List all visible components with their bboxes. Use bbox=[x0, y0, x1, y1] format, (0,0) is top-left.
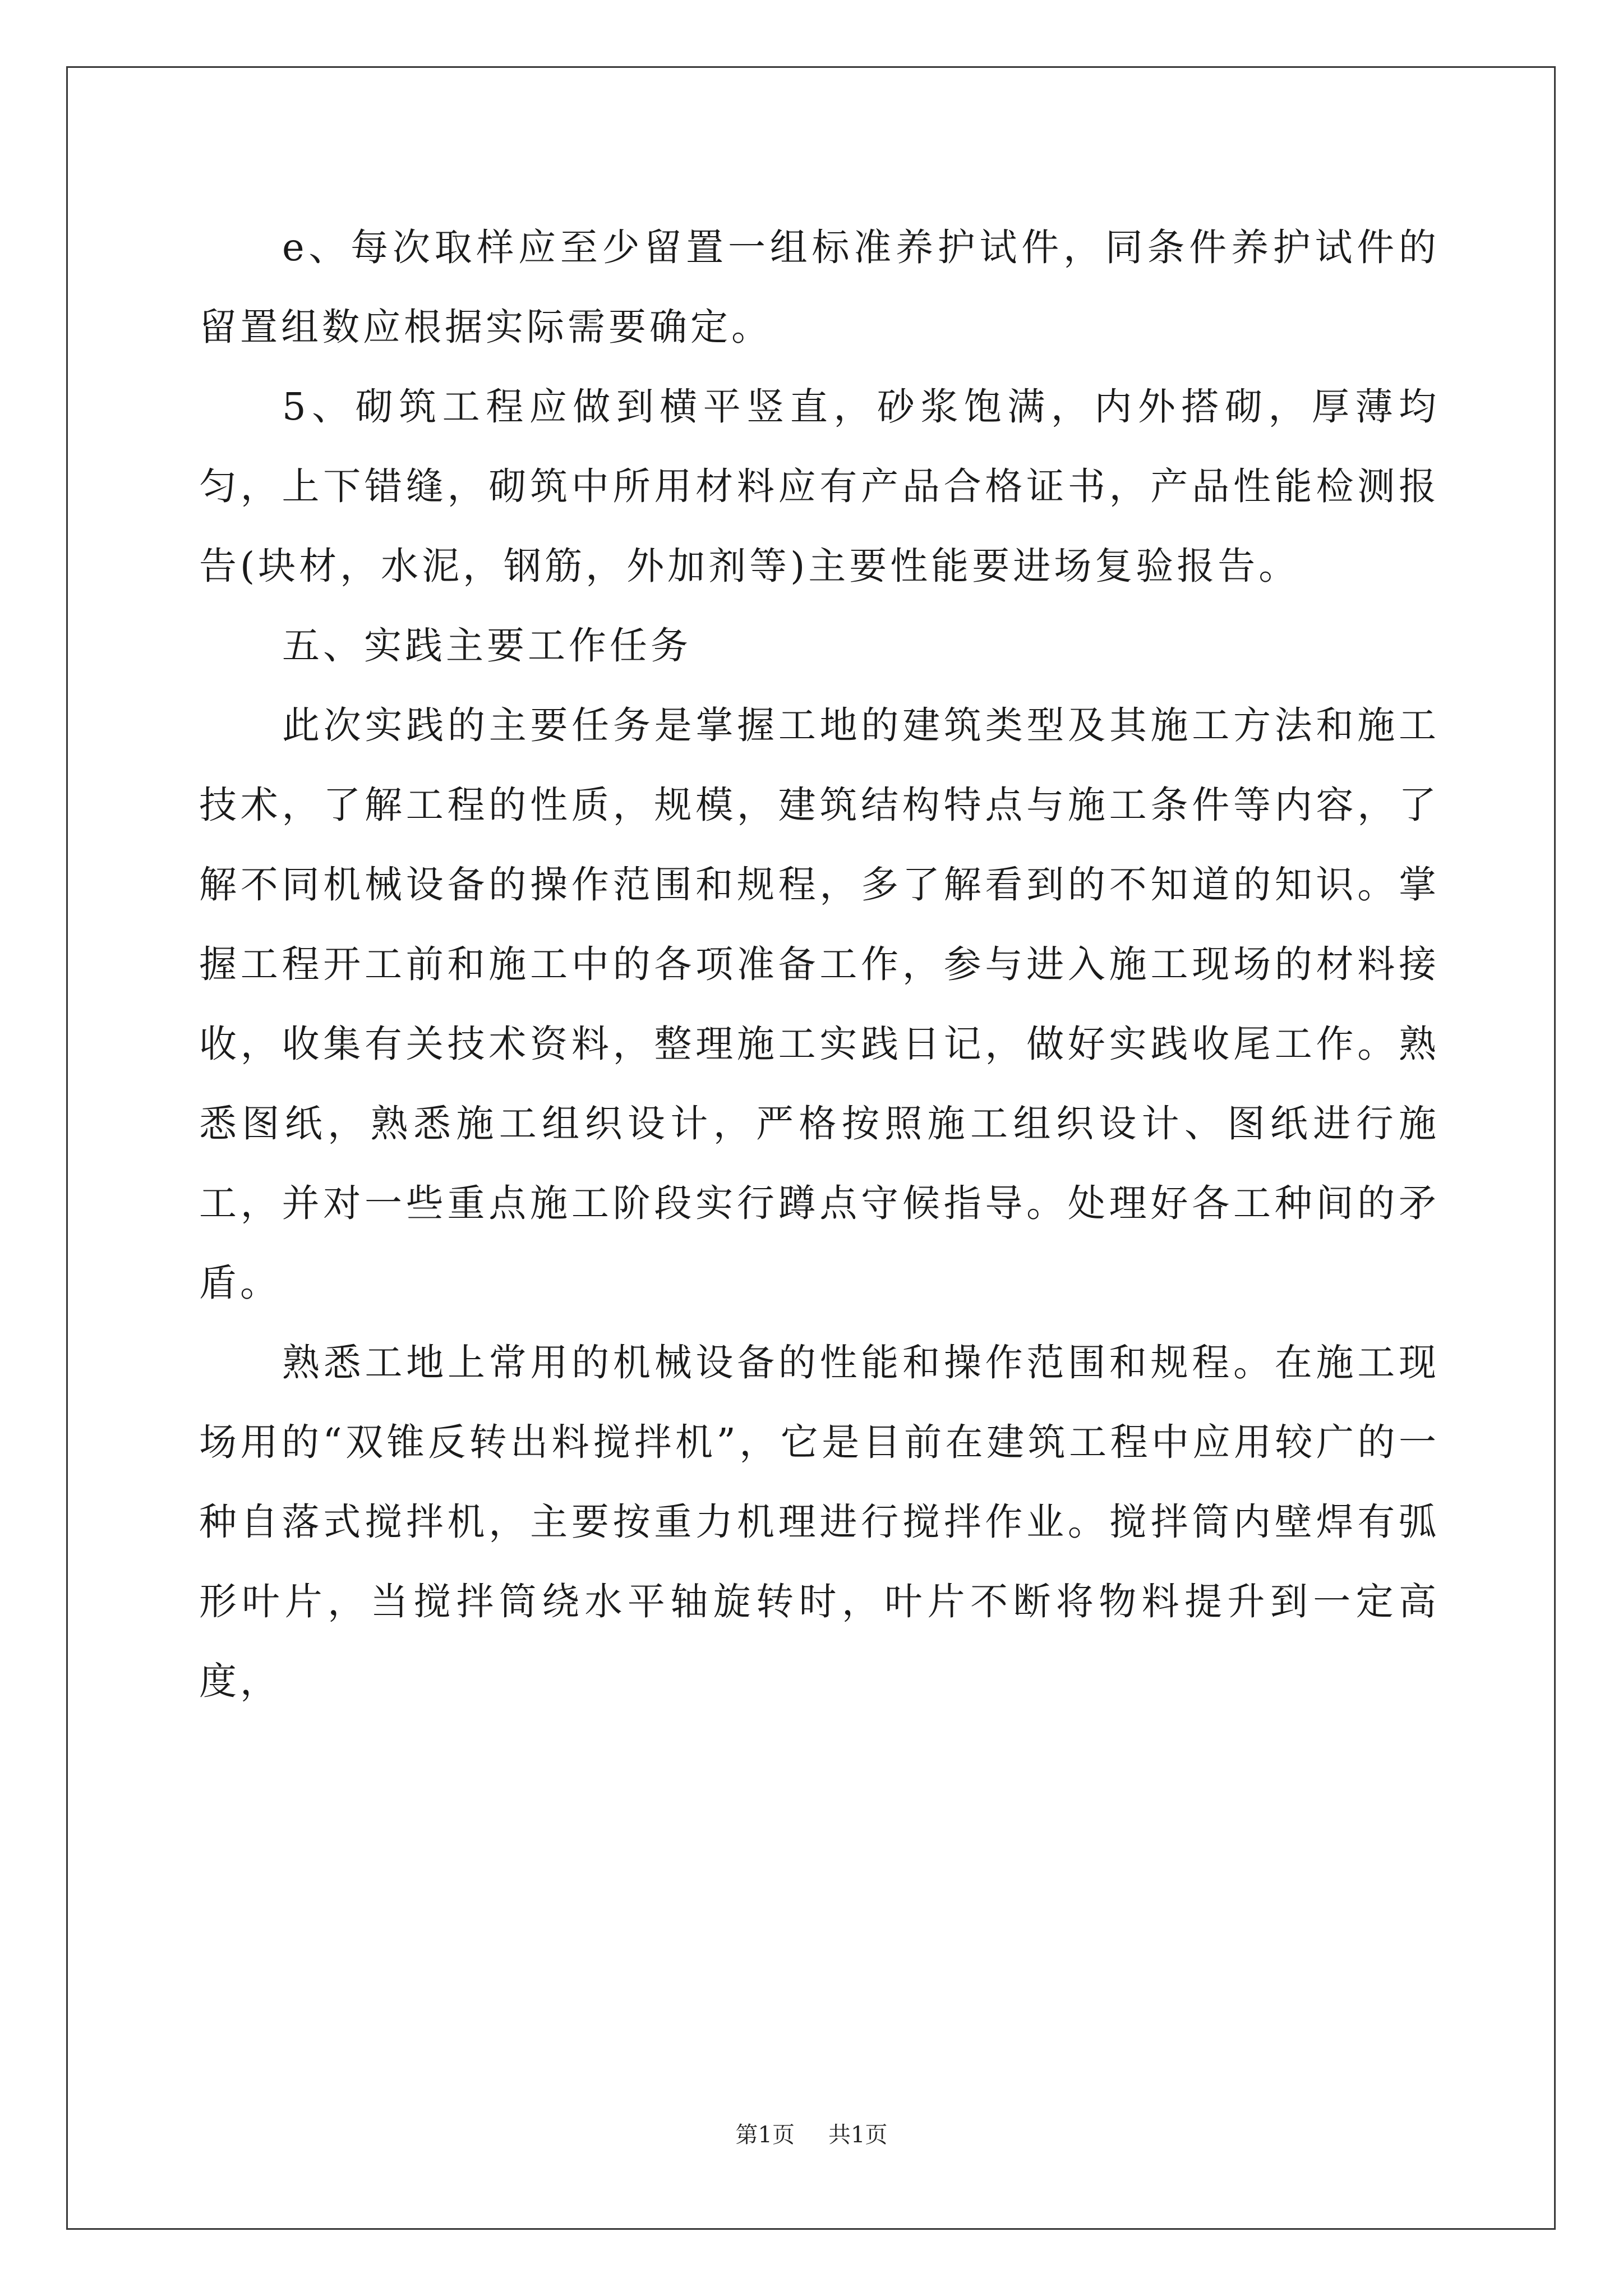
page-total: 共1页 bbox=[828, 2122, 888, 2148]
section-heading-tasks: 五、实践主要工作任务 bbox=[282, 624, 691, 668]
document-body bbox=[199, 208, 1440, 1721]
paragraph-tasks: 此次实践的主要任务是掌握工地的建筑类型及其施工方法和施工技术，了解工程的性质，规模，建筑结构特点与施工条件等内容，了解不同机械设备的操作范围和规程，多了解看到的不知道的知识。掌握工程开工前和施工中的各项准备工作，参与进入施工现场的材料接收，收集有关技术资料，整理施工实践日记，做好实践收尾工作。熟悉图纸，熟悉施工组织设计，严格按照施工组织设计、图纸进行施工，并对一些重点施工阶段实行蹲点守候指导。处理好各工种间的矛盾。 bbox=[199, 703, 1440, 1305]
page-footer bbox=[0, 2122, 1623, 2148]
paragraph-machinery: 熟悉工地上常用的机械设备的性能和操作范围和规程。在施工现场用的“双锥反转出料搅拌机”，它是目前在建筑工程中应用较广的一种自落式搅拌机，主要按重力机理进行搅拌作业。搅拌筒内壁焊有弧形叶片，当搅拌筒绕水平轴旋转时，叶片不断将物料提升到一定高度， bbox=[199, 1341, 1440, 1703]
paragraph-sampling: e、每次取样应至少留置一组标准养护试件，同条件养护试件的留置组数应根据实际需要确定。 bbox=[199, 226, 1440, 349]
paragraph-masonry: 5、砌筑工程应做到横平竖直，砂浆饱满，内外搭砌，厚薄均匀，上下错缝，砌筑中所用材料应有产品合格证书，产品性能检测报告(块材，水泥，钢筋，外加剂等)主要性能要进场复验报告。 bbox=[199, 385, 1440, 588]
page-number: 第1页 bbox=[735, 2122, 795, 2148]
